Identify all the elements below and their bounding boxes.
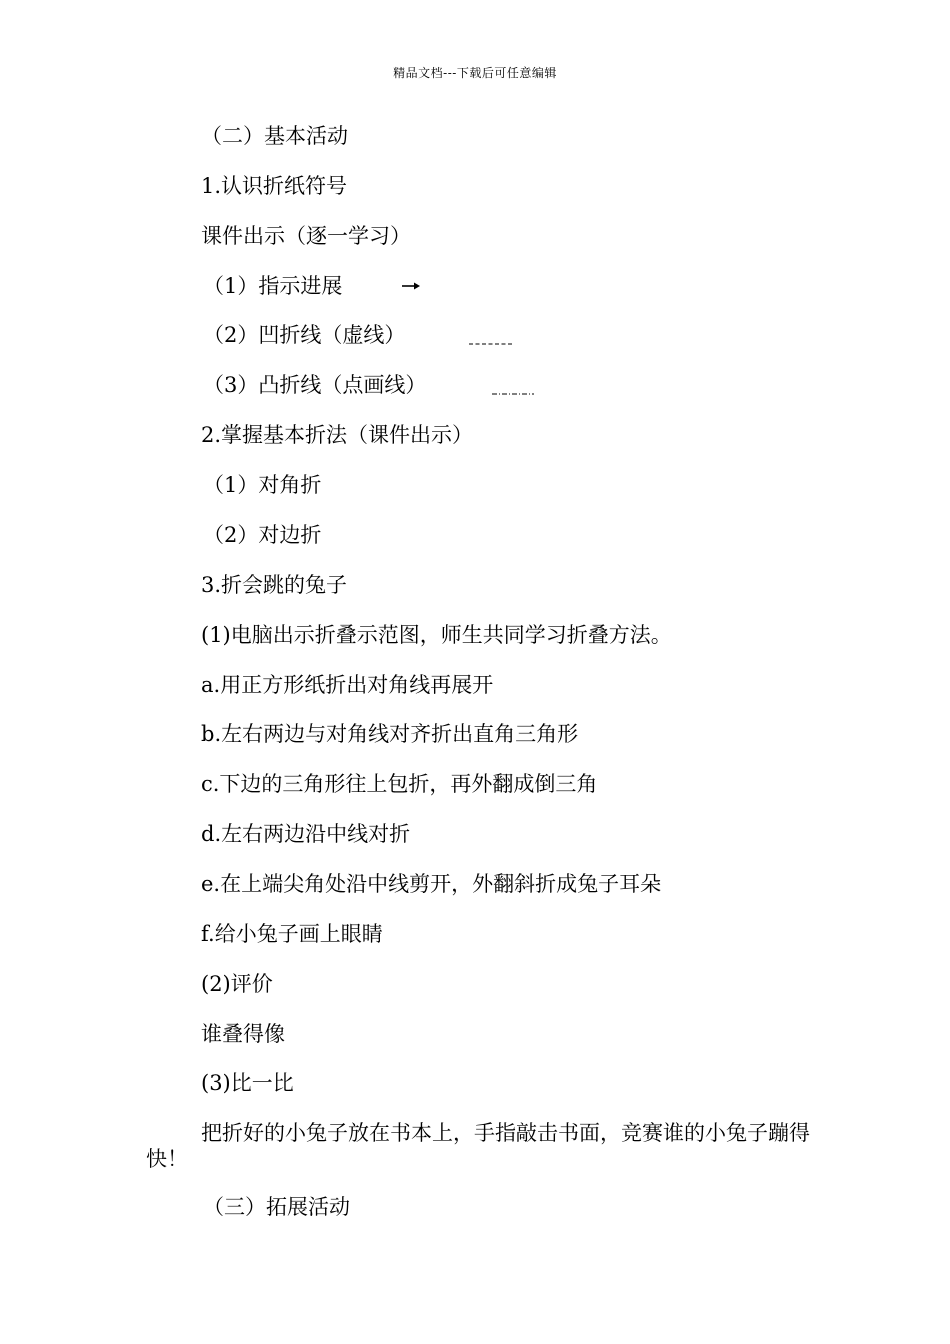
step-d: d.左右两边沿中线对折	[201, 822, 411, 846]
step-c: c.下边的三角形往上包折，再外翻成倒三角	[201, 772, 598, 796]
dash-dot-line-icon	[492, 392, 534, 396]
section-heading-basic-activity: （二）基本活动	[201, 124, 348, 148]
symbol-valley-fold: （2）凹折线（虚线）	[203, 323, 406, 347]
symbol-mountain-fold: （3）凸折线（点画线）	[203, 373, 427, 397]
step-f: f.给小兔子画上眼睛	[201, 922, 383, 946]
courseware-display-line: 课件出示（逐一学习）	[201, 224, 411, 248]
dashed-line-icon	[469, 342, 513, 346]
compare-paragraph	[146, 1120, 816, 1172]
fold-edge: （2）对边折	[203, 523, 322, 547]
step-a: a.用正方形纸折出对角线再展开	[201, 673, 494, 697]
evaluation-heading: (2)评价	[201, 972, 273, 996]
compare-paragraph-text: 把折好的小兔子放在书本上，手指敲击书面，竞赛谁的小兔子蹦得快！	[146, 1121, 810, 1171]
item-jumping-rabbit: 3.折会跳的兔子	[201, 573, 348, 597]
step-demo-diagram: (1)电脑出示折叠示范图，师生共同学习折叠方法。	[201, 623, 672, 647]
step-b: b.左右两边与对角线对齐折出直角三角形	[201, 722, 579, 746]
section-heading-extension-activity: （三）拓展活动	[203, 1195, 350, 1219]
evaluation-text: 谁叠得像	[201, 1022, 285, 1046]
symbol-direction: （1）指示进展	[203, 274, 343, 298]
item-recognize-symbols: 1.认识折纸符号	[201, 174, 348, 198]
fold-diagonal: （1）对角折	[203, 473, 322, 497]
page-header: 精品文档---下载后可任意编辑	[393, 66, 557, 80]
step-e: e.在上端尖角处沿中线剪开，外翻斜折成兔子耳朵	[201, 872, 662, 896]
item-basic-folds: 2.掌握基本折法（课件出示）	[201, 423, 474, 447]
compare-heading: (3)比一比	[201, 1071, 294, 1095]
direction-arrow-icon	[402, 281, 420, 291]
